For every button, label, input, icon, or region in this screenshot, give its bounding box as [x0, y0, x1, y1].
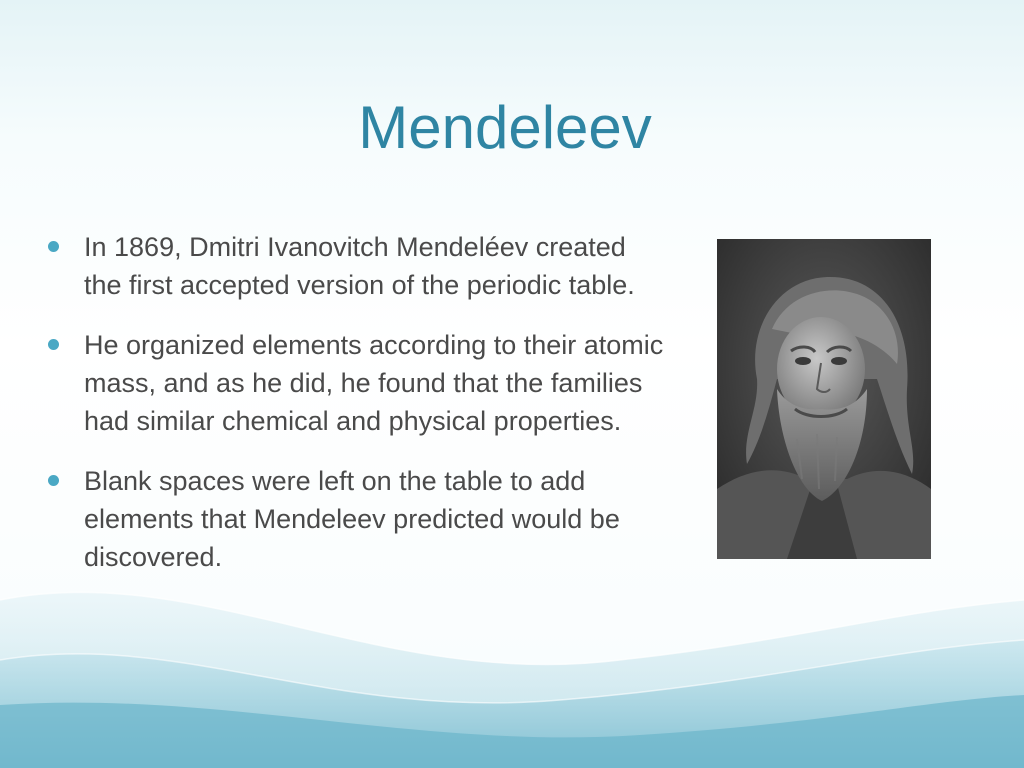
bullet-item: [46, 462, 666, 576]
slide-title: Mendeleev: [358, 94, 652, 161]
bullet-text: He organized elements according to their atomic mass, and as he did, he found that the families had similar chemical and physical properties.: [84, 330, 664, 436]
mendeleev-portrait-photo: [717, 239, 931, 559]
bullet-marker-icon: [48, 475, 59, 486]
bullet-list: [46, 228, 666, 598]
bullet-item: [46, 326, 666, 440]
bullet-text: In 1869, Dmitri Ivanovitch Mendeléev created the first accepted version of the periodic table.: [84, 232, 635, 300]
bullet-item: [46, 228, 666, 304]
bullet-marker-icon: [48, 241, 59, 252]
bullet-text: Blank spaces were left on the table to add elements that Mendeleev predicted would be discovered.: [84, 466, 620, 572]
bullet-marker-icon: [48, 339, 59, 350]
